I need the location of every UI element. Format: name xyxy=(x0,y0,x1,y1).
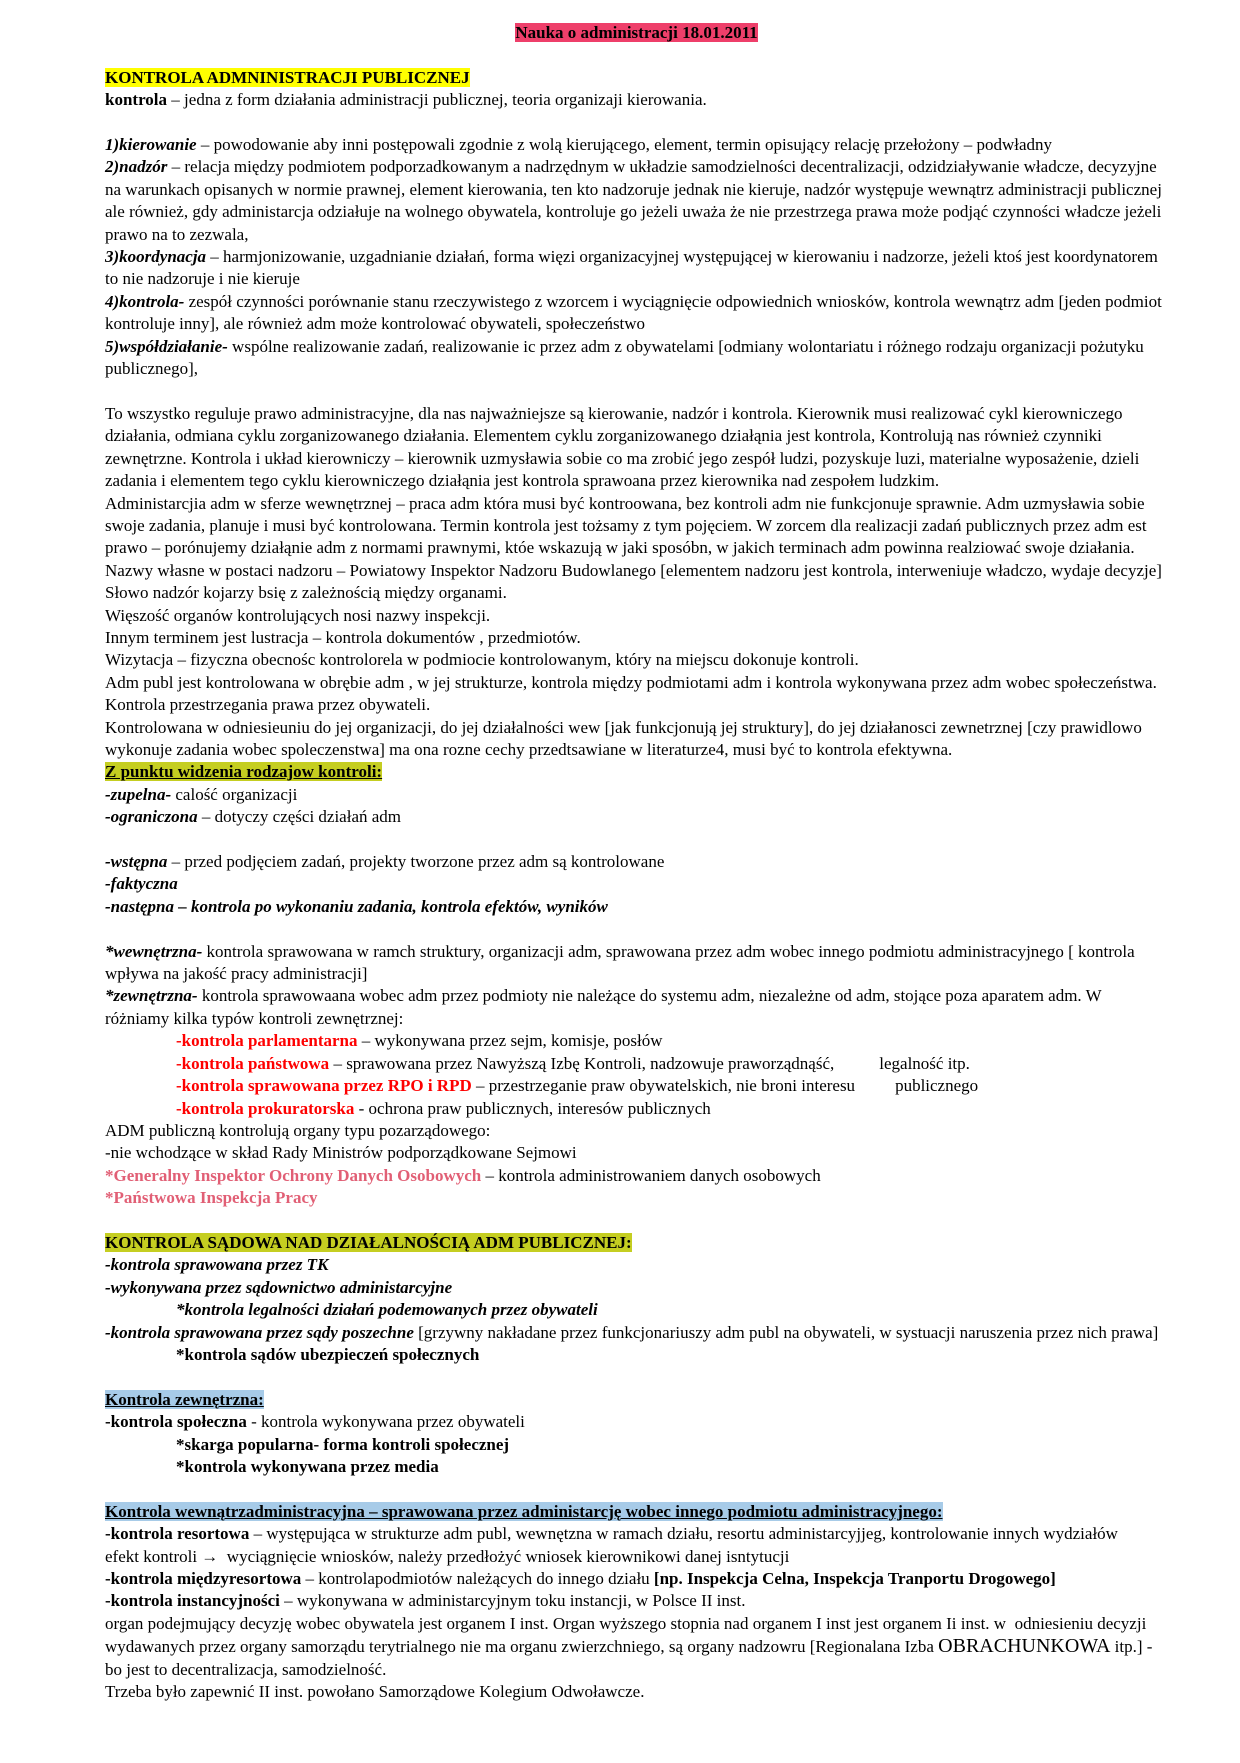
text-run: kontrola sprawowaana wobec adm przez podmioty nie należące do systemu adm, niezależne od adm, stojące poza aparatem adm. W różniamy kilka typów kontroli zewnętrznej: xyxy=(105,986,1106,1028)
paragraph xyxy=(105,1098,1168,1120)
text-run: -kontrola sprawowana przez TK xyxy=(105,1255,329,1275)
text-run: -zupelna- xyxy=(105,784,172,804)
text-run: -nie wchodzące w skład Rady Ministrów podporządkowane Sejmowi xyxy=(105,1143,577,1163)
text-run: *Generalny Inspektor Ochrony Danych Osobowych xyxy=(105,1165,482,1185)
text-run: – wykonywana przez sejm, komisje, posłów xyxy=(357,1031,663,1051)
text-run: Trzeba było zapewnić II inst. powołano Samorządowe Kolegium Odwoławcze. xyxy=(105,1682,645,1702)
text-run: – przed podjęciem zadań, projekty tworzone przez adm są kontrolowane xyxy=(167,852,665,872)
text-run: -wstępna xyxy=(105,852,168,872)
text-run: – występująca w strukturze adm publ, wewnętzna w ramach działu, resortu administarcyjjeg, kontrolowanie innych wydziałów xyxy=(249,1524,1118,1544)
text-run: -wykonywana przez sądownictwo administarcyjne xyxy=(105,1277,453,1297)
text-run: Nauka o administracji 18.01.2011 xyxy=(515,23,758,42)
text-run: – kontrola administrowaniem danych osobowych xyxy=(481,1165,821,1185)
text-run: -kontrola społeczna xyxy=(105,1412,247,1432)
text-run: Z punktu widzenia rodzajow kontroli: xyxy=(105,762,383,782)
paragraph xyxy=(105,1075,1168,1097)
text-run: *kontrola sądów ubezpieczeń społecznych xyxy=(176,1344,480,1364)
paragraph xyxy=(105,89,1168,111)
blank-line xyxy=(105,1478,1168,1500)
text-run: -ograniczona xyxy=(105,807,198,827)
text-run: kontrola sprawowana w ramch struktury, organizacji adm, sprawowana przez adm wobec innego podmiotu administracyjnego [ kontrola wpływa na jakość pracy administracji] xyxy=(105,941,1139,984)
paragraph xyxy=(105,336,1168,381)
paragraph xyxy=(105,784,1168,806)
text-run: -faktyczna xyxy=(105,874,178,894)
blank-line xyxy=(105,918,1168,940)
text-run: – harmjonizowanie, uzgadnianie działań, forma więzi organizacyjnej występującej w kierowaniu i nadzorze, jeżeli ktoś jest koordynatorem to nie nadzoruje i nie kieruje xyxy=(105,247,1163,289)
paragraph xyxy=(105,672,1168,717)
blank-line xyxy=(105,112,1168,134)
text-run: – wykonywana w administarcyjnym toku instancji, w Polsce II inst. xyxy=(279,1591,746,1611)
text-run: Kontrola zewnętrzna: xyxy=(105,1389,264,1409)
paragraph xyxy=(105,941,1168,986)
paragraph xyxy=(105,493,1168,560)
text-run: -kontrola sprawowana przez sądy poszechne xyxy=(105,1322,414,1342)
text-run: -kontrola prokuratorska xyxy=(176,1098,355,1118)
text-run: -kontrola sprawowana przez RPO i RPD xyxy=(176,1076,472,1096)
paragraph xyxy=(105,1254,1168,1276)
paragraph xyxy=(105,1030,1168,1052)
text-run: *Państwowa Inspekcja Pracy xyxy=(105,1188,318,1208)
blank-line xyxy=(105,1366,1168,1388)
text-run: *zewnętrzna- xyxy=(105,986,198,1006)
paragraph xyxy=(105,1411,1168,1433)
paragraph xyxy=(105,985,1168,1030)
text-run: *skarga popularna- forma kontroli społecznej xyxy=(176,1434,510,1454)
heading-kontrola-administracji xyxy=(105,67,1168,89)
text-run: *kontrola legalności działań podemowanych przez obywateli xyxy=(176,1300,598,1320)
text-run: *kontrola wykonywana przez media xyxy=(176,1457,439,1476)
text-run: -kontrola parlamentarna xyxy=(176,1031,358,1051)
heading-kontrola-zewnetrzna xyxy=(105,1389,1168,1411)
tab-gap xyxy=(855,1075,895,1097)
text-run: organ podejmujący decyzję wobec obywatela jest organem I inst. Organ wyższego stopnia nad organem I inst jest organem Ii inst. w odniesieniu decyzji wydawanych przez organy samorządu terytrialnego nie ma organu zwierzchniego, są organy nadzowru [Regionalana Izba xyxy=(105,1613,1151,1657)
text-run: OBRACHUNKOWA xyxy=(938,1635,1111,1658)
text-run: [grzywny nakładane przez funkcjonariuszy adm publ na obywateli, w systuacji naruszenia przez nich prawa] xyxy=(413,1322,1159,1342)
paragraph xyxy=(105,560,1168,605)
text-run: efekt kontroli → wyciągnięcie wniosków, należy przedłożyć wniosek kierownikowi danej isntytucji xyxy=(105,1546,790,1566)
paragraph xyxy=(105,156,1168,246)
text-run: kontrola xyxy=(105,90,168,110)
paragraph xyxy=(105,134,1168,156)
paragraph xyxy=(105,403,1168,493)
text-run: [np. Inspekcja Celna, Inspekcja Tranportu Drogowego] xyxy=(653,1569,1056,1589)
text-run: Wizytacja – fizyczna obecnośc kontrolorela w podmiocie kontrolowanym, który na miejscu dokonuje kontroli. xyxy=(105,650,859,670)
text-run: -kontrola państwowa xyxy=(176,1053,330,1073)
blank-line xyxy=(105,829,1168,851)
text-run: -kontrola resortowa xyxy=(105,1524,250,1544)
text-run: Administarcjia adm w sferze wewnętrznej – praca adm która musi być kontroowana, bez kontroli adm nie funkcjonuje sprawnie. Adm uzmysławia sobie swoje zadania, planuje i musi być kontrolowana. Termin kontrola jest tożsamy z tym pojęciem. W zorcem dla realizacji zadań publicznych przez adm est prawo – porónujemy działąnie adm z normami prawnymi, któe wskazują w jaki sposóbn, w jakich terminach adm powinna realziować swoje działania. xyxy=(105,493,1151,558)
paragraph xyxy=(105,806,1168,828)
text-run: 4)kontrola- xyxy=(105,291,185,311)
text-run: To wszystko reguluje prawo administracyjne, dla nas najważniejsze są kierowanie, nadzór i kontrola. Kierownik musi realizować cykl kierowniczego działania, odmiana cyklu zorganizowanego działania. Elementem cyklu zorganizowanego działąnia jest kontrola, Kontrolują nas również czynniki zewnętrzne. Kontrola i układ kierowniczy – kierownik uzmysławia sobie co ma zrobić jego zespół ludzi, pozyskuje luzi, materialne wyposażenie, dzieli zadania i elementem tego cyklu kierowniczego działąnia jest kontrola sprawoana przez kierownika nad zespołem ludzkim. xyxy=(105,403,1144,491)
paragraph xyxy=(105,1434,1168,1456)
text-run: – relacja między podmiotem podporzadkowanym a nadrzędnym w układzie samodzielności decentralizacji, odzidziaływanie władcze, decyzyjne na warunkach opisanych w normie prawnej, element kierowania, ten kto nadzoruje jednak nie kieruje, nadzór występuje wewnątrz administracji publicznej ale również, gdy administarcja odziałuje na wolnego obywatela, kontroluje go jeżeli uważa że nie przestrzega prawa może podjąć czynności władcze jeżeli prawo na to zezwala, xyxy=(105,157,1167,244)
text-run: legalność itp. xyxy=(879,1053,970,1073)
text-run: Innym terminem jest lustracja – kontrola dokumentów , przedmiotów. xyxy=(105,627,581,647)
text-run: KONTROLA ADMNINISTRACJI PUBLICZNEJ xyxy=(105,67,470,87)
paragraph xyxy=(105,1590,1168,1612)
text-run: *wewnętrzna- xyxy=(105,941,203,961)
text-run: – powodowanie aby inni postępowali zgodnie z wolą kierującego, element, termin opisujący relację przełożony – podwładny xyxy=(196,135,1053,155)
text-run: 3)koordynacja xyxy=(105,247,207,267)
paragraph xyxy=(105,1142,1168,1164)
text-run: Nazwy własne w postaci nadzoru – Powiatowy Inspektor Nadzoru Budowlanego [elementem nadzoru jest kontrola, interweniuje władczo, wydaje decyzje] Słowo nadzór kojarzy bsię z zależnością między organami. xyxy=(105,560,1167,603)
tab-gap xyxy=(834,1053,879,1075)
heading-kontrola-wewnatrzadministracyjna xyxy=(105,1501,1168,1523)
paragraph xyxy=(105,1613,1168,1681)
text-run: – dotyczy części działań adm xyxy=(197,807,402,827)
paragraph xyxy=(105,1299,1168,1321)
paragraph xyxy=(105,1322,1168,1344)
paragraph xyxy=(105,873,1168,895)
heading-rodzaje-kontroli xyxy=(105,761,1168,783)
text-run: – kontrolapodmiotów należących do innego działu xyxy=(301,1569,654,1589)
text-run: calość organizacji xyxy=(171,784,298,804)
document-title xyxy=(105,22,1168,44)
paragraph xyxy=(105,627,1168,649)
text-run: 5)współdziałanie- xyxy=(105,336,228,356)
paragraph xyxy=(105,1523,1168,1545)
paragraph xyxy=(105,1120,1168,1142)
text-run: - ochrona praw publicznych, interesów publicznych xyxy=(354,1098,711,1118)
paragraph xyxy=(105,605,1168,627)
paragraph xyxy=(105,1546,1168,1568)
heading-kontrola-sadowa xyxy=(105,1232,1168,1254)
text-run: itp.] - bo jest to decentralizacja, samodzielność. xyxy=(105,1637,1157,1679)
text-run: ADM publiczną kontrolują organy typu pozarządowego: xyxy=(105,1120,491,1140)
paragraph xyxy=(105,1456,1168,1478)
paragraph xyxy=(105,246,1168,291)
text-run: – sprawowana przez Nawyższą Izbę Kontroli, nadzowuje praworządnąść, xyxy=(329,1053,835,1073)
text-run: Adm publ jest kontrolowana w obrębie adm , w jej strukturze, kontrola między podmiotami adm i kontrola wykonywana przez adm wobec społeczeństwa. Kontrola przestrzegania prawa przez obywateli. xyxy=(105,672,1162,715)
text-run: 2)nadzór xyxy=(105,157,168,177)
paragraph xyxy=(105,1344,1168,1366)
text-run: publicznego xyxy=(895,1076,979,1096)
text-run: zespół czynności porównanie stanu rzeczywistego z wzorcem i wyciągnięcie odpowiednich wniosków, kontrola wewnątrz adm [jeden podmiot kontroluje inny], ale również adm może kontrolować obywateli, społeczeństwo xyxy=(105,291,1167,334)
text-run: Więszość organów kontrolujących nosi nazwy inspekcji. xyxy=(105,605,491,625)
text-run: 1)kierowanie xyxy=(105,135,197,155)
paragraph xyxy=(105,1053,1168,1075)
text-run: -kontrola instancyjności xyxy=(105,1591,280,1611)
text-run: Kontrolowana w odniesieuniu do jej organizacji, do jej działalności wew [jak funkcjonują jej struktury], do jej działanosci zewnetrznej [czy prawidlowo wykonuje zadania wobec spoleczenstwa] ma ona rozne cechy przedtsawiane w literaturze4, musi być to kontrola efektywna. xyxy=(105,717,1147,759)
paragraph xyxy=(105,851,1168,873)
text-run: wspólne realizowanie zadań, realizowanie ic przez adm z obywatelami [odmiany wolontariatu i różnego rodzaju organizacji pożutyku publicznego], xyxy=(105,336,1148,379)
paragraph xyxy=(105,291,1168,336)
text-run: -następna – kontrola po wykonaniu zadania, kontrola efektów, wyników xyxy=(105,896,608,916)
text-run: KONTROLA SĄDOWA NAD DZIAŁALNOŚCIĄ ADM PUBLICZNEJ: xyxy=(105,1232,632,1252)
text-run: - kontrola wykonywana przez obywateli xyxy=(246,1412,525,1432)
paragraph xyxy=(105,1165,1168,1187)
text-run: – przestrzeganie praw obywatelskich, nie broni interesu xyxy=(471,1076,856,1096)
paragraph xyxy=(105,1568,1168,1590)
paragraph xyxy=(105,896,1168,918)
paragraph xyxy=(105,1681,1168,1703)
paragraph xyxy=(105,1277,1168,1299)
paragraph xyxy=(105,1187,1168,1209)
blank-line xyxy=(105,381,1168,403)
text-run: Kontrola wewnątrzadministracyjna – sprawowana przez administarcję wobec innego podmiotu administracyjnego: xyxy=(105,1501,943,1521)
blank-line xyxy=(105,1210,1168,1232)
blank-line xyxy=(105,44,1168,66)
paragraph xyxy=(105,649,1168,671)
paragraph xyxy=(105,717,1168,762)
text-run: -kontrola międzyresortowa xyxy=(105,1569,302,1589)
text-run: – jedna z form działania administracji publicznej, teoria organizaji kierowania. xyxy=(167,90,707,110)
